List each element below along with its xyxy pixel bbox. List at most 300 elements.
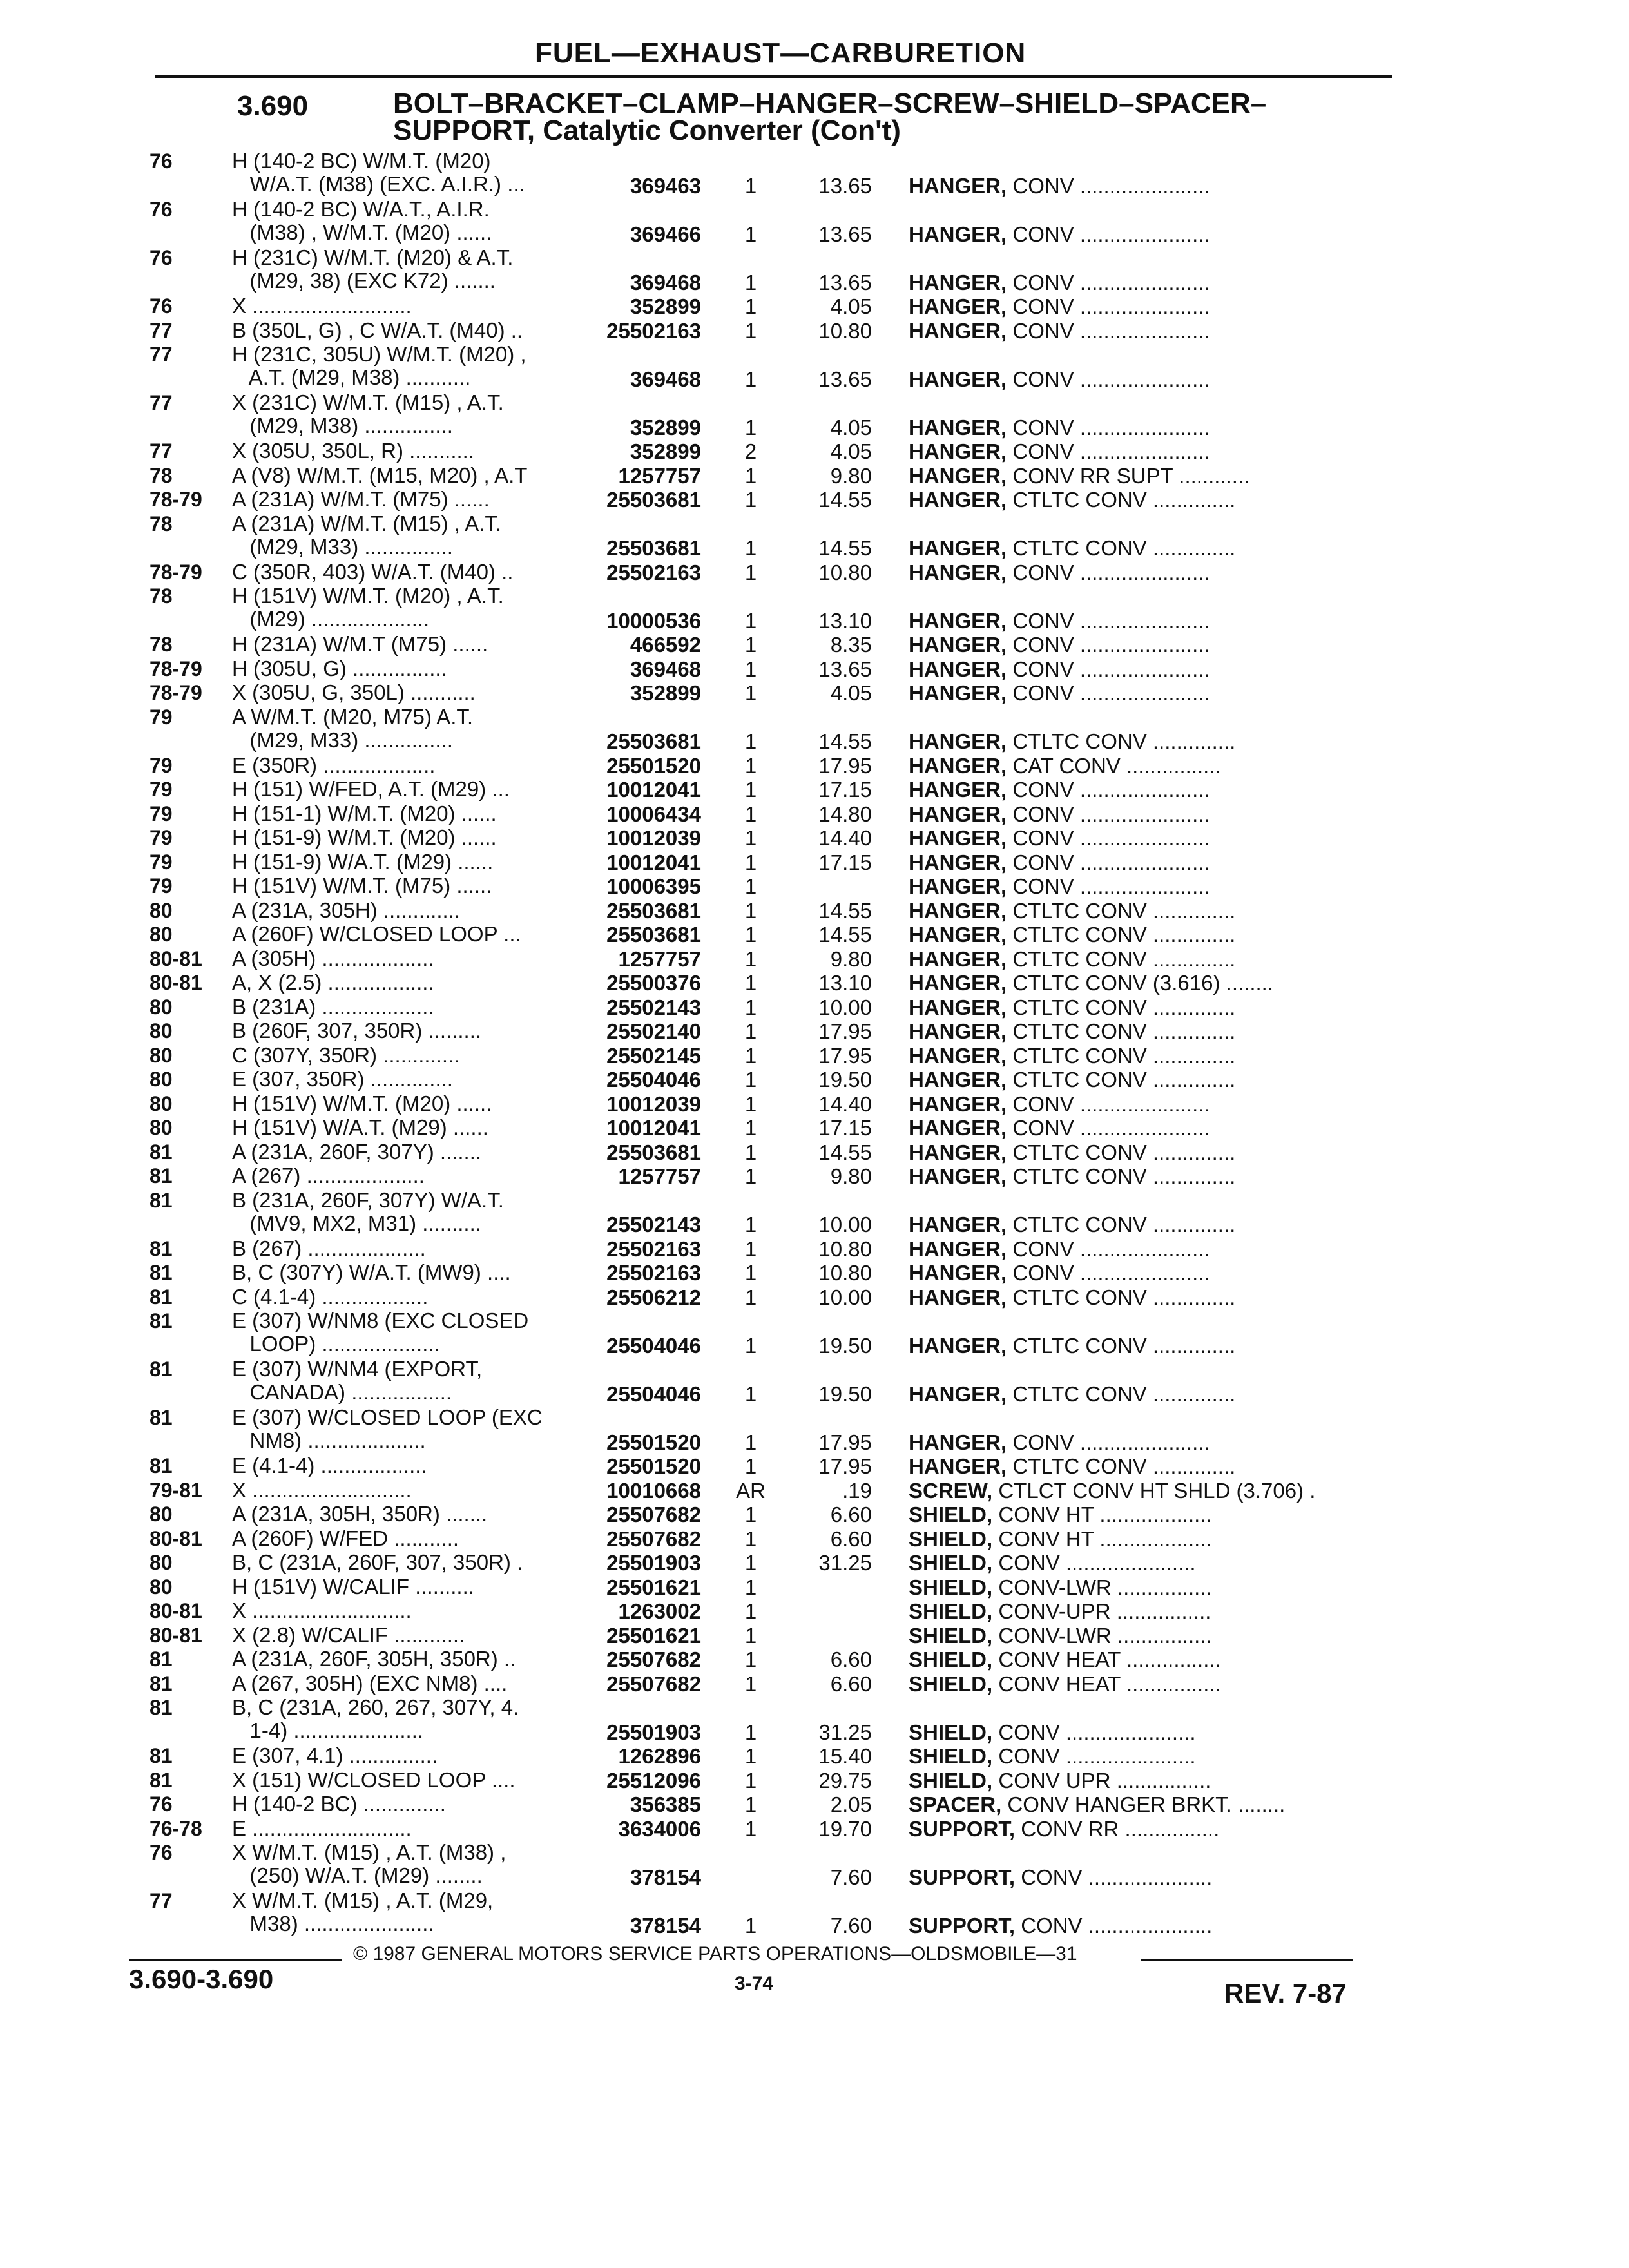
footer-rule-left xyxy=(129,1959,342,1961)
table-row xyxy=(0,464,1629,488)
table-row xyxy=(0,1624,1629,1648)
model-years: 80-81 xyxy=(149,971,202,994)
part-name: HANGER, CONV ...................... xyxy=(909,222,1210,246)
model-years: 80-81 xyxy=(149,947,202,970)
part-name: HANGER, CTLTC CONV .............. xyxy=(909,1043,1236,1068)
application-description: B, C (231A, 260, 267, 307Y, 4. 1-4) ...................... xyxy=(232,1696,519,1742)
application-description: A (267, 305H) (EXC NM8) .... xyxy=(232,1671,508,1695)
table-row xyxy=(0,802,1629,827)
part-number: 10012039 xyxy=(606,1091,701,1116)
part-name: HANGER, CONV ...................... xyxy=(909,608,1210,633)
application-description: X (151) W/CLOSED LOOP .... xyxy=(232,1768,516,1792)
quantity: 1 xyxy=(744,1648,757,1671)
part-name: HANGER, CONV ...................... xyxy=(909,318,1210,343)
table-row xyxy=(0,439,1629,464)
part-name: SUPPORT, CONV ..................... xyxy=(909,1865,1213,1889)
price: 14.55 xyxy=(818,923,872,947)
model-years: 78-79 xyxy=(149,488,202,511)
price: 17.95 xyxy=(818,1430,872,1454)
table-row xyxy=(0,778,1629,802)
application-description: H (151V) W/CALIF .......... xyxy=(232,1575,474,1599)
part-name: HANGER, CONV ...................... xyxy=(909,778,1210,802)
table-row xyxy=(0,1503,1629,1527)
part-number: 25502163 xyxy=(606,1261,701,1285)
table-row xyxy=(0,1261,1629,1285)
table-row xyxy=(0,584,1629,633)
table-row xyxy=(0,1237,1629,1262)
application-description: A (V8) W/M.T. (M15, M20) , A.T xyxy=(232,463,528,487)
part-name: HANGER, CAT CONV ................ xyxy=(909,753,1221,778)
table-row xyxy=(0,1744,1629,1769)
application-description: H (151V) W/A.T. (M29) ...... xyxy=(232,1116,488,1139)
model-years: 81 xyxy=(149,1358,173,1381)
application-description: H (151-1) W/M.T. (M20) ...... xyxy=(232,802,497,825)
part-name: SUPPORT, CONV RR ................ xyxy=(909,1816,1220,1841)
application-description: H (151-9) W/A.T. (M29) ...... xyxy=(232,850,494,874)
part-name: SHIELD, CONV HEAT ................ xyxy=(909,1648,1221,1671)
application-description: X (305U, 350L, R) ........... xyxy=(232,439,474,463)
part-number: 369468 xyxy=(630,270,701,294)
part-number: 25503681 xyxy=(606,729,701,753)
footer-page-number: 3-74 xyxy=(735,1973,774,1994)
quantity: 1 xyxy=(744,560,757,584)
price: 9.80 xyxy=(830,947,872,971)
part-number: 25512096 xyxy=(606,1768,701,1792)
part-number: 25502140 xyxy=(606,1019,701,1043)
price: 17.15 xyxy=(818,778,872,802)
model-years: 80-81 xyxy=(149,1599,202,1622)
part-name: HANGER, CONV ...................... xyxy=(909,874,1210,898)
part-name: HANGER, CTLTC CONV .............. xyxy=(909,1068,1236,1091)
table-row xyxy=(0,1527,1629,1552)
part-name: SHIELD, CONV HT ................... xyxy=(909,1503,1212,1526)
table-row xyxy=(0,1116,1629,1140)
quantity: 1 xyxy=(744,802,757,826)
price: 14.55 xyxy=(818,729,872,753)
model-years: 80-81 xyxy=(149,1623,202,1647)
application-description: X (231C) W/M.T. (M15) , A.T. (M29, M38) ............... xyxy=(232,391,504,437)
price: 29.75 xyxy=(818,1768,872,1792)
application-description: E (307) W/CLOSED LOOP (EXC NM8) .................... xyxy=(232,1406,543,1452)
footer-section-range: 3.690-3.690 xyxy=(129,1964,274,1994)
table-row xyxy=(0,198,1629,246)
table-row xyxy=(0,1164,1629,1189)
part-number: 25503681 xyxy=(606,898,701,923)
model-years: 76 xyxy=(149,294,173,318)
table-row xyxy=(0,947,1629,972)
part-name: HANGER, CONV ...................... xyxy=(909,560,1210,584)
application-description: B (231A) ................... xyxy=(232,995,434,1019)
quantity: 1 xyxy=(744,778,757,802)
quantity: 2 xyxy=(744,439,757,463)
quantity: 1 xyxy=(744,463,757,488)
quantity: 1 xyxy=(744,1333,757,1358)
application-description: H (151V) W/M.T. (M20) ...... xyxy=(232,1091,492,1115)
footer-rule-right xyxy=(1141,1959,1353,1961)
part-name: SHIELD, CONV-LWR ................ xyxy=(909,1623,1212,1648)
part-name: HANGER, CTLTC CONV .............. xyxy=(909,488,1236,512)
part-name: HANGER, CONV ...................... xyxy=(909,1261,1210,1285)
quantity: 1 xyxy=(744,947,757,971)
part-name: HANGER, CONV ...................... xyxy=(909,415,1210,439)
price: 19.70 xyxy=(818,1816,872,1841)
application-description: B, C (231A, 260F, 307, 350R) . xyxy=(232,1551,523,1574)
application-description: C (4.1-4) .................. xyxy=(232,1285,429,1309)
part-name: HANGER, CONV ...................... xyxy=(909,367,1210,391)
part-number: 1257757 xyxy=(618,947,701,971)
model-years: 76 xyxy=(149,1841,173,1864)
application-description: E (350R) ................... xyxy=(232,753,436,777)
price: 13.65 xyxy=(818,367,872,391)
part-name: HANGER, CTLTC CONV .............. xyxy=(909,995,1236,1019)
price: 6.60 xyxy=(830,1526,872,1551)
footer-copyright: © 1987 GENERAL MOTORS SERVICE PARTS OPERATIONS—OLDSMOBILE—31 xyxy=(353,1943,1077,1965)
price: 13.65 xyxy=(818,222,872,246)
price: 14.40 xyxy=(818,1091,872,1116)
part-name: HANGER, CONV ...................... xyxy=(909,850,1210,874)
quantity: 1 xyxy=(744,294,757,318)
application-description: H (151-9) W/M.T. (M20) ...... xyxy=(232,826,497,849)
part-name: HANGER, CTLTC CONV .............. xyxy=(909,729,1236,753)
part-number: 25503681 xyxy=(606,923,701,947)
part-number: 25501621 xyxy=(606,1623,701,1648)
application-description: E (307, 4.1) ............... xyxy=(232,1744,438,1767)
price: 17.95 xyxy=(818,753,872,778)
part-number: 25503681 xyxy=(606,536,701,560)
quantity: 1 xyxy=(744,1623,757,1648)
model-years: 81 xyxy=(149,1454,173,1477)
price: 10.80 xyxy=(818,1261,872,1285)
quantity: 1 xyxy=(744,1261,757,1285)
quantity: 1 xyxy=(744,1140,757,1164)
model-years: 81 xyxy=(149,1768,173,1792)
price: 14.55 xyxy=(818,1140,872,1164)
table-row xyxy=(0,512,1629,561)
price: 10.00 xyxy=(818,995,872,1019)
price: 19.50 xyxy=(818,1068,872,1091)
quantity: 1 xyxy=(744,1720,757,1744)
model-years: 77 xyxy=(149,1889,173,1912)
part-number: 25507682 xyxy=(606,1503,701,1526)
application-description: E (4.1-4) .................. xyxy=(232,1454,427,1477)
table-row xyxy=(0,1696,1629,1744)
table-row xyxy=(0,1019,1629,1044)
part-number: 352899 xyxy=(630,415,701,439)
application-description: H (140-2 BC) W/A.T., A.I.R. (M38) , W/M.T. (M20) ...... xyxy=(232,198,492,244)
model-years: 79 xyxy=(149,802,173,825)
application-description: H (151V) W/M.T. (M75) ...... xyxy=(232,874,492,898)
part-number: 25502145 xyxy=(606,1043,701,1068)
part-number: 10012041 xyxy=(606,850,701,874)
part-name: SHIELD, CONV ...................... xyxy=(909,1551,1196,1575)
application-description: A (231A, 260F, 305H, 350R) .. xyxy=(232,1648,516,1671)
part-name: HANGER, CONV ...................... xyxy=(909,173,1210,198)
price: 8.35 xyxy=(830,633,872,657)
part-number: 10000536 xyxy=(606,608,701,633)
part-number: 25503681 xyxy=(606,1140,701,1164)
footer-revision: REV. 7-87 xyxy=(1224,1978,1347,2008)
table-row xyxy=(0,1309,1629,1358)
table-row xyxy=(0,1479,1629,1503)
table-row xyxy=(0,1792,1629,1817)
price: 14.55 xyxy=(818,488,872,512)
part-number: 369463 xyxy=(630,173,701,198)
table-row xyxy=(0,343,1629,391)
table-row xyxy=(0,1406,1629,1454)
model-years: 78 xyxy=(149,584,173,608)
model-years: 78-79 xyxy=(149,560,202,584)
table-row xyxy=(0,1817,1629,1841)
part-name: HANGER, CTLTC CONV .............. xyxy=(909,1164,1236,1188)
application-description: A W/M.T. (M20, M75) A.T. (M29, M33) ............... xyxy=(232,705,474,752)
model-years: 79 xyxy=(149,753,173,777)
quantity: 1 xyxy=(744,657,757,681)
model-years: 81 xyxy=(149,1188,173,1212)
part-name: SPACER, CONV HANGER BRKT. ........ xyxy=(909,1792,1286,1816)
part-name: HANGER, CONV ...................... xyxy=(909,439,1210,463)
model-years: 79 xyxy=(149,826,173,849)
price: .19 xyxy=(842,1478,872,1503)
model-years: 80 xyxy=(149,995,173,1019)
price: 6.60 xyxy=(830,1503,872,1526)
part-name: HANGER, CONV ...................... xyxy=(909,1236,1210,1261)
quantity: 1 xyxy=(744,898,757,923)
model-years: 80-81 xyxy=(149,1526,202,1550)
part-name: HANGER, CTLTC CONV .............. xyxy=(909,1213,1236,1236)
quantity: 1 xyxy=(744,753,757,778)
price: 19.50 xyxy=(818,1333,872,1358)
part-name: SHIELD, CONV-UPR ................ xyxy=(909,1599,1211,1623)
model-years: 79-81 xyxy=(149,1478,202,1502)
application-description: E (307) W/NM8 (EXC CLOSED LOOP) .................... xyxy=(232,1309,529,1356)
part-number: 352899 xyxy=(630,294,701,318)
part-name: HANGER, CTLTC CONV .............. xyxy=(909,1019,1236,1043)
part-number: 25502143 xyxy=(606,995,701,1019)
quantity: 1 xyxy=(744,222,757,246)
model-years: 76 xyxy=(149,246,173,269)
quantity: 1 xyxy=(744,1503,757,1526)
part-name: HANGER, CTLTC CONV (3.616) ........ xyxy=(909,971,1273,995)
price: 13.10 xyxy=(818,608,872,633)
application-description: H (140-2 BC) W/M.T. (M20) W/A.T. (M38) (EXC. A.I.R.) ... xyxy=(232,149,525,196)
part-number: 1263002 xyxy=(618,1599,701,1623)
part-number: 10006434 xyxy=(606,802,701,826)
part-number: 25501520 xyxy=(606,1454,701,1478)
part-name: HANGER, CTLTC CONV .............. xyxy=(909,898,1236,923)
model-years: 80 xyxy=(149,1043,173,1067)
part-name: SUPPORT, CONV ..................... xyxy=(909,1913,1213,1937)
part-number: 466592 xyxy=(630,633,701,657)
quantity: 1 xyxy=(744,729,757,753)
quantity: 1 xyxy=(744,1213,757,1236)
price: 7.60 xyxy=(830,1913,872,1937)
price: 31.25 xyxy=(818,1551,872,1575)
price: 4.05 xyxy=(830,415,872,439)
price: 10.80 xyxy=(818,318,872,343)
model-years: 81 xyxy=(149,1236,173,1260)
application-description: X W/M.T. (M15) , A.T. (M38) , (250) W/A.T. (M29) ........ xyxy=(232,1841,506,1887)
price: 17.95 xyxy=(818,1454,872,1478)
quantity: 1 xyxy=(744,1454,757,1478)
application-description: X ........................... xyxy=(232,1478,412,1502)
model-years: 79 xyxy=(149,705,173,729)
table-row xyxy=(0,1769,1629,1793)
table-row xyxy=(0,488,1629,512)
quantity: 1 xyxy=(744,488,757,512)
model-years: 81 xyxy=(149,1696,173,1719)
part-number: 25500376 xyxy=(606,971,701,995)
table-row xyxy=(0,1092,1629,1117)
model-years: 79 xyxy=(149,874,173,898)
part-number: 10012041 xyxy=(606,1116,701,1140)
application-description: H (305U, G) ................ xyxy=(232,657,447,680)
application-description: A (231A, 305H) ............. xyxy=(232,898,460,922)
quantity: 1 xyxy=(744,1430,757,1454)
price: 6.60 xyxy=(830,1648,872,1671)
table-row xyxy=(0,1672,1629,1696)
table-row xyxy=(0,1189,1629,1237)
application-description: A (231A) W/M.T. (M15) , A.T. (M29, M33) ............... xyxy=(232,512,502,559)
part-number: 25507682 xyxy=(606,1526,701,1551)
model-years: 79 xyxy=(149,850,173,874)
model-years: 81 xyxy=(149,1648,173,1671)
model-years: 76-78 xyxy=(149,1816,202,1840)
part-number: 25504046 xyxy=(606,1333,701,1358)
application-description: E (307) W/NM4 (EXPORT, CANADA) ................. xyxy=(232,1358,483,1404)
quantity: 1 xyxy=(744,681,757,705)
table-row xyxy=(0,899,1629,923)
application-description: B (350L, G) , C W/A.T. (M40) .. xyxy=(232,318,523,342)
part-number: 352899 xyxy=(630,439,701,463)
model-years: 81 xyxy=(149,1309,173,1332)
part-number: 369466 xyxy=(630,222,701,246)
part-name: HANGER, CONV ...................... xyxy=(909,633,1210,657)
model-years: 80 xyxy=(149,1019,173,1043)
table-row xyxy=(0,971,1629,995)
part-number: 25502143 xyxy=(606,1213,701,1236)
application-description: A (231A) W/M.T. (M75) ...... xyxy=(232,488,490,511)
table-row xyxy=(0,1454,1629,1479)
model-years: 81 xyxy=(149,1140,173,1164)
quantity: 1 xyxy=(744,415,757,439)
price: 14.40 xyxy=(818,826,872,850)
quantity: 1 xyxy=(744,1744,757,1768)
quantity: 1 xyxy=(744,826,757,850)
price: 4.05 xyxy=(830,294,872,318)
part-number: 25501903 xyxy=(606,1720,701,1744)
price: 13.65 xyxy=(818,173,872,198)
part-name: HANGER, CTLTC CONV .............. xyxy=(909,1454,1236,1478)
price: 14.80 xyxy=(818,802,872,826)
quantity: 1 xyxy=(744,850,757,874)
part-name: HANGER, CONV ...................... xyxy=(909,1430,1210,1454)
quantity: 1 xyxy=(744,1792,757,1816)
table-row xyxy=(0,850,1629,875)
part-name: HANGER, CTLTC CONV .............. xyxy=(909,923,1236,947)
table-row xyxy=(0,1068,1629,1092)
page-header-title: FUEL—EXHAUST—CARBURETION xyxy=(535,37,1027,69)
application-description: H (151) W/FED, A.T. (M29) ... xyxy=(232,778,510,801)
price: 13.10 xyxy=(818,971,872,995)
price: 2.05 xyxy=(830,1792,872,1816)
price: 4.05 xyxy=(830,439,872,463)
application-description: B (260F, 307, 350R) ......... xyxy=(232,1019,482,1043)
price: 17.15 xyxy=(818,850,872,874)
quantity: 1 xyxy=(744,1816,757,1841)
application-description: A (305H) ................... xyxy=(232,947,434,970)
table-row xyxy=(0,1889,1629,1937)
part-number: 10012041 xyxy=(606,778,701,802)
application-description: X ........................... xyxy=(232,294,412,318)
part-number: 1257757 xyxy=(618,463,701,488)
application-description: B, C (307Y) W/A.T. (MW9) .... xyxy=(232,1261,511,1284)
application-description: A (231A, 305H, 350R) ....... xyxy=(232,1503,488,1526)
model-years: 81 xyxy=(149,1285,173,1309)
part-number: 25502163 xyxy=(606,1236,701,1261)
part-name: HANGER, CONV ...................... xyxy=(909,657,1210,681)
price: 17.95 xyxy=(818,1043,872,1068)
table-row xyxy=(0,1358,1629,1406)
application-description: X ........................... xyxy=(232,1599,412,1622)
part-name: HANGER, CTLTC CONV .............. xyxy=(909,1140,1236,1164)
model-years: 81 xyxy=(149,1671,173,1695)
application-description: E ........................... xyxy=(232,1816,412,1840)
model-years: 80 xyxy=(149,1503,173,1526)
table-row xyxy=(0,149,1629,198)
quantity: 1 xyxy=(744,1551,757,1575)
part-number: 378154 xyxy=(630,1865,701,1889)
part-number: 1257757 xyxy=(618,1164,701,1188)
quantity: 1 xyxy=(744,1381,757,1406)
model-years: 76 xyxy=(149,198,173,221)
application-description: C (350R, 403) W/A.T. (M40) .. xyxy=(232,560,514,584)
table-row xyxy=(0,1044,1629,1068)
quantity: 1 xyxy=(744,1599,757,1623)
quantity: 1 xyxy=(744,923,757,947)
table-row xyxy=(0,1551,1629,1575)
price: 14.55 xyxy=(818,536,872,560)
model-years: 80 xyxy=(149,1091,173,1115)
model-years: 76 xyxy=(149,149,173,173)
application-description: A (267) .................... xyxy=(232,1164,425,1187)
application-description: H (231C, 305U) W/M.T. (M20) , A.T. (M29, M38) ........... xyxy=(232,343,526,389)
quantity: 1 xyxy=(744,1671,757,1696)
application-description: X W/M.T. (M15) , A.T. (M29, M38) ...................... xyxy=(232,1889,494,1936)
part-number: 25504046 xyxy=(606,1068,701,1091)
part-name: HANGER, CTLTC CONV .............. xyxy=(909,536,1236,560)
model-years: 81 xyxy=(149,1744,173,1767)
part-number: 25501520 xyxy=(606,753,701,778)
table-row xyxy=(0,1841,1629,1889)
table-row xyxy=(0,657,1629,682)
price: 13.65 xyxy=(818,270,872,294)
quantity: 1 xyxy=(744,318,757,343)
part-name: SHIELD, CONV ...................... xyxy=(909,1720,1196,1744)
application-description: A (260F) W/FED ........... xyxy=(232,1526,459,1550)
price: 19.50 xyxy=(818,1381,872,1406)
price: 17.95 xyxy=(818,1019,872,1043)
application-description: H (231C) W/M.T. (M20) & A.T. (M29, 38) (EXC K72) ....... xyxy=(232,246,514,293)
part-number: 356385 xyxy=(630,1792,701,1816)
table-row xyxy=(0,995,1629,1020)
table-row xyxy=(0,1575,1629,1600)
part-number: 10010668 xyxy=(606,1478,701,1503)
part-name: SHIELD, CONV ...................... xyxy=(909,1744,1196,1768)
part-name: HANGER, CONV ...................... xyxy=(909,294,1210,318)
application-description: E (307, 350R) .............. xyxy=(232,1068,453,1091)
section-number: 3.690 xyxy=(237,90,309,122)
part-number: 378154 xyxy=(630,1913,701,1937)
